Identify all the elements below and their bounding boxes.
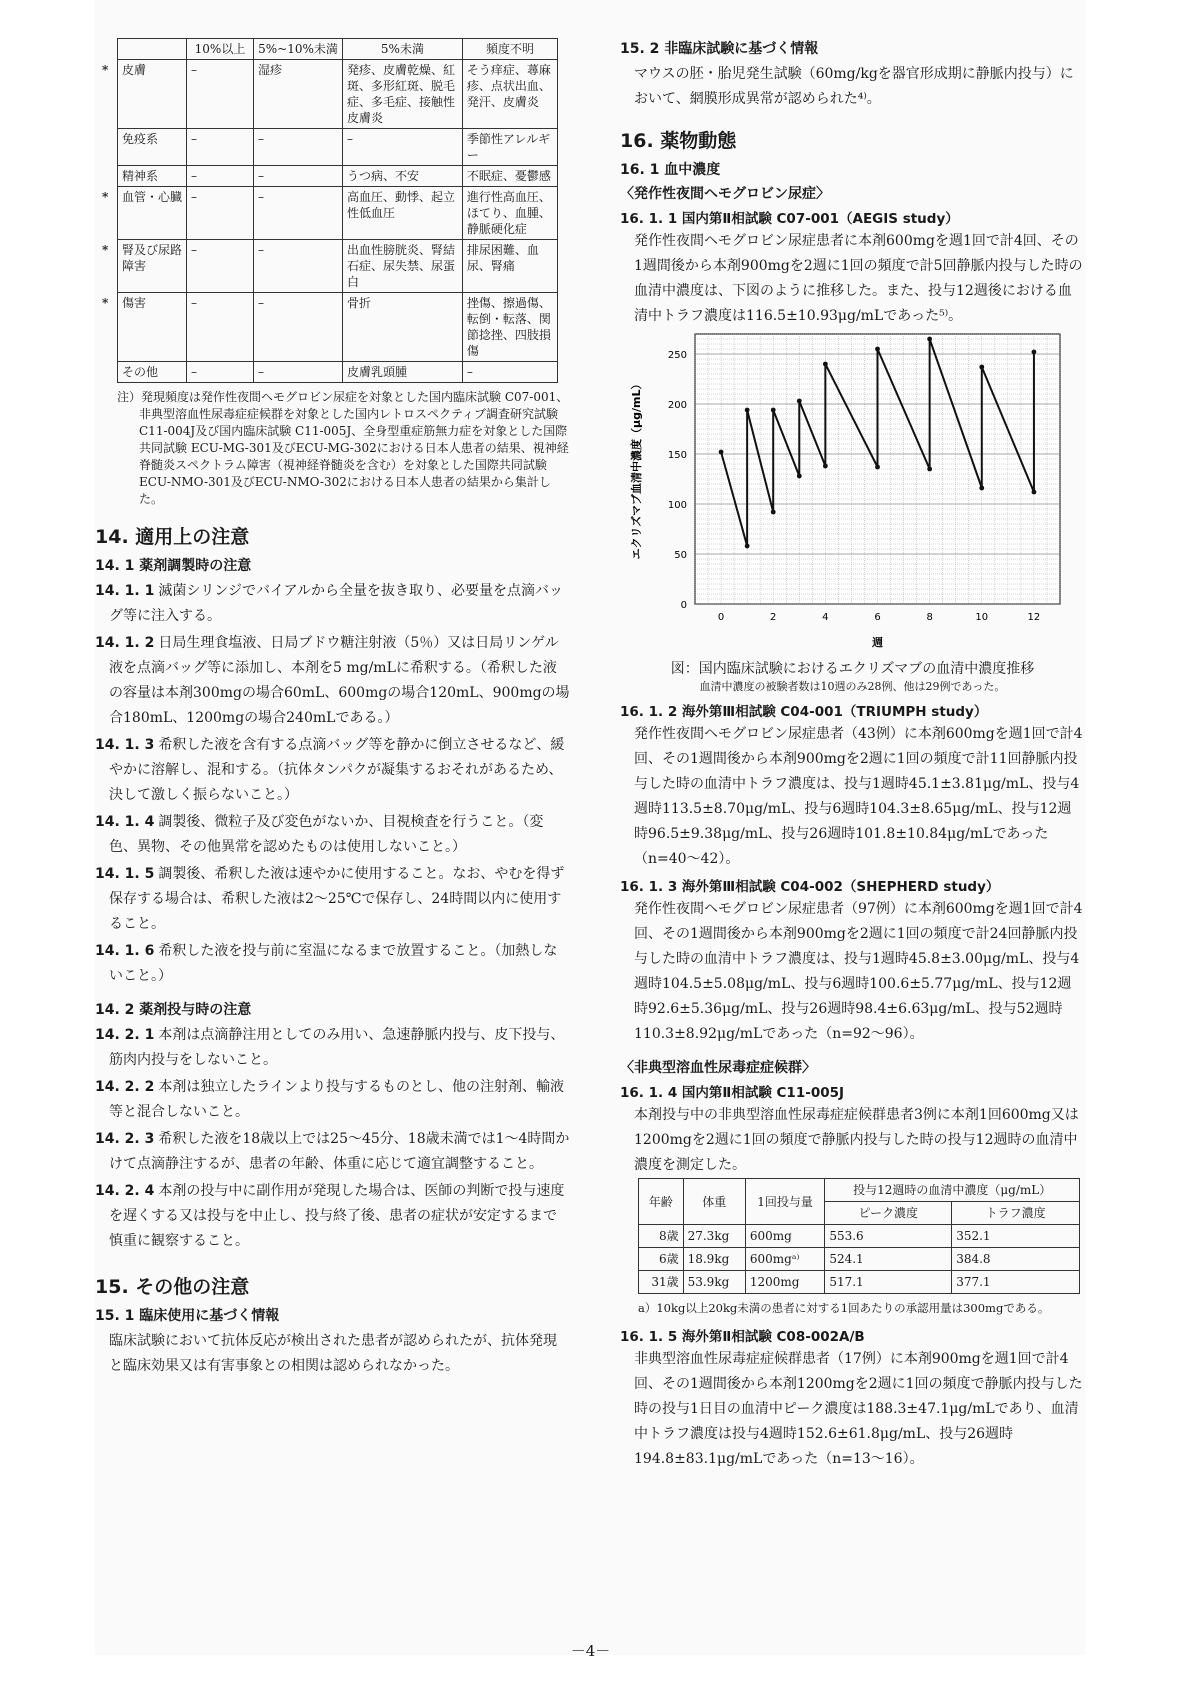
table-header-row: [118, 39, 558, 60]
x-axis-label: 週: [872, 636, 883, 649]
y-tick-label: 50: [674, 550, 687, 561]
pk-row: [639, 1271, 1080, 1294]
pk-cell-weight: 27.3kg: [683, 1225, 745, 1248]
item-text: 希釈した液を18歳以上では25～45分、18歳未満では1～4時間かけて点滴静注するが、患者の年齢、体重に応じて適宜調整すること。: [109, 1131, 570, 1172]
pk-cell-age: 31歳: [639, 1271, 684, 1294]
item-number: 14. 2. 3: [95, 1131, 155, 1147]
category-label: 皮膚: [122, 63, 147, 77]
list-item: [95, 1127, 570, 1177]
table-row: [118, 60, 558, 129]
table-header: 5%未満: [343, 39, 463, 60]
pk-cell-weight: 53.9kg: [683, 1271, 745, 1294]
data-point: [771, 510, 776, 515]
pk-table: [638, 1178, 1080, 1294]
pk-cell-dose: 600mg: [745, 1225, 824, 1248]
category-cell: [102, 293, 187, 362]
revision-mark: *: [102, 296, 109, 310]
pk-header-age: 年齢: [639, 1179, 684, 1225]
study-c11-005j-text: 本剤投与中の非典型溶血性尿毒症症候群患者3例に本剤1回600mg又は1200mgを2週に1回の頻度で静脈内投与した時の投与12週時の血清中濃度を測定した。: [634, 1107, 1079, 1173]
section-16-title: 16. 薬物動態: [620, 130, 737, 152]
item-text: 日局生理食塩液、日局ブドウ糖注射液（5％）又は日局リンゲル液を点滴バッグ等に添加し、本剤を5 mg/mLに希釈する。（希釈した液の容量は本剤300mgの場合60mL、600mgの場合120mL、900mgの場合180mL、1200mgの場合240mLである。）: [109, 635, 570, 726]
pk-cell-trough: 377.1: [952, 1271, 1080, 1294]
table-cell: –: [187, 129, 254, 166]
data-point: [745, 408, 750, 413]
page-number: －4－: [570, 1642, 611, 1660]
x-tick-label: 10: [975, 612, 989, 623]
chart-svg: [620, 329, 1085, 659]
group-ahus-label: 〈非典型溶血性尿毒症症候群〉: [620, 1060, 816, 1076]
list-item: [95, 579, 570, 629]
table-cell: 排尿困難、血尿、腎痛: [462, 240, 557, 293]
section-16-1-title: 16. 1 血中濃度: [620, 162, 721, 178]
revision-mark: *: [102, 63, 109, 77]
list-item: [95, 1023, 570, 1073]
right-column: [620, 38, 1085, 1472]
pk-cell-dose: 1200mg: [745, 1271, 824, 1294]
list-item: [95, 810, 570, 860]
list-item: [95, 1179, 570, 1254]
figure-subcaption: 血清中濃度の被験者数は10週のみ28例、他は29例であった。: [699, 680, 1006, 693]
pk-row: [639, 1225, 1080, 1248]
table-cell: –: [462, 362, 557, 383]
y-tick-label: 0: [680, 600, 687, 611]
data-point: [797, 399, 802, 404]
category-label: その他: [122, 365, 159, 379]
pk-cell-weight: 18.9kg: [683, 1248, 745, 1271]
study-c04-002-text: 発作性夜間ヘモグロビン尿症患者（97例）に本剤600mgを週1回で計4回、その1週間後から本剤900mgを2週に1回の頻度で計24回静脈内投与した時の血清中トラフ濃度は、投与1週時45.8±3.00μg/mL、投与4週時104.5±5.08μg/mL、投与6週時100.6±5.77μg/mL、投与12週時92.6±5.36μg/mL、投与26週時98.4±6.63μg/mL、投与52週時110.3±8.92μg/mLであった（n=92～96）。: [634, 901, 1083, 1042]
list-item: [95, 939, 570, 989]
category-cell: [102, 187, 187, 240]
data-point: [823, 362, 828, 367]
pk-header-weight: 体重: [683, 1179, 745, 1225]
study-c08-002-text: 非典型溶血性尿毒症症候群患者（17例）に本剤900mgを週1回で計4回、その1週間後から本剤1200mgを2週に1回の頻度で静脈内投与した時の投与1日目の血清中ピーク濃度は188.3±47.1μg/mLであり、血清中トラフ濃度は投与4週時152.6±61.8μg/mL、投与26週時194.8±83.1μg/mLであった（n=13～16）。: [634, 1351, 1083, 1467]
y-axis-label: エクリズマブ血清中濃度（μg/mL）: [630, 378, 643, 560]
table-row: [118, 362, 558, 383]
table-cell: 皮膚乳頭腫: [343, 362, 463, 383]
category-label: 傷害: [122, 296, 147, 310]
table-cell: –: [254, 362, 343, 383]
data-point: [979, 365, 984, 370]
item-number: 14. 1. 1: [95, 583, 155, 599]
item-text: 本剤は点滴静注用としてのみ用い、急速静脈内投与、皮下投与、筋肉内投与をしないこと。: [109, 1027, 565, 1068]
table-cell: –: [187, 187, 254, 240]
study-c11-005j-title: 16. 1. 4 国内第Ⅱ相試験 C11-005J: [620, 1085, 845, 1101]
table-cell: –: [187, 166, 254, 187]
item-number: 14. 1. 2: [95, 635, 155, 651]
table-note: 注）発現頻度は発作性夜間ヘモグロビン尿症を対象とした国内臨床試験 C07-001、非典型溶血性尿毒症症候群を対象とした国内レトロスペクティブ調査研究試験 C11-004J及び国内臨床試験 C11-005J、全身型重症筋無力症を対象とした国際共同試験 ECU-MG-301及びECU-MG-302における日本人患者の結果、視神経脊髄炎スペクトラム障害（視神経脊髄炎を含む）を対象とした国際共同試験 ECU-NMO-301及びECU-NMO-302における日本人患者の結果から集計した。: [117, 390, 569, 506]
table-cell: 不眠症、憂鬱感: [462, 166, 557, 187]
item-number: 14. 1. 3: [95, 737, 155, 753]
table-header: 頻度不明: [462, 39, 557, 60]
item-number: 14. 2. 4: [95, 1183, 155, 1199]
category-cell: [118, 129, 187, 166]
section-15-1-title: 15. 1 臨床使用に基づく情報: [95, 1308, 280, 1324]
section-15-2-text: マウスの胚・胎児発生試験（60mg/kgを器官形成期に静脈内投与）において、網膜形成異常が認められた⁴⁾。: [634, 66, 1074, 107]
section-15-2-title: 15. 2 非臨床試験に基づく情報: [620, 41, 819, 57]
item-number: 14. 2. 2: [95, 1079, 155, 1095]
table-cell: 湿疹: [254, 60, 343, 129]
pk-footnote: a）10kg以上20kg未満の患者に対する1回あたりの承認用量は300mgである。: [638, 1301, 1050, 1315]
section-15-title: 15. その他の注意: [95, 1276, 250, 1298]
data-point: [823, 464, 828, 469]
table-cell: –: [254, 129, 343, 166]
pk-header-trough: トラフ濃度: [952, 1202, 1080, 1225]
table-cell: –: [187, 240, 254, 293]
data-point: [1032, 490, 1037, 495]
table-cell: うつ病、不安: [343, 166, 463, 187]
data-point: [875, 465, 880, 470]
left-column: [95, 38, 570, 1379]
item-number: 14. 1. 6: [95, 943, 155, 959]
y-tick-label: 200: [667, 400, 687, 411]
study-c04-001-text: 発作性夜間ヘモグロビン尿症患者（43例）に本剤600mgを週1回で計4回、その1週間後から本剤900mgを2週に1回の頻度で計11回静脈内投与した時の血清中トラフ濃度は、投与1週時45.1±3.81μg/mL、投与4週時113.5±8.70μg/mL、投与6週時104.3±8.65μg/mL、投与12週時96.5±9.38μg/mL、投与26週時101.8±10.84μg/mLであった（n=40～42）。: [634, 726, 1083, 867]
category-label: 免疫系: [122, 132, 159, 146]
x-tick-label: 0: [717, 612, 725, 623]
study-c04-002-title: 16. 1. 3 海外第Ⅲ相試験 C04-002（SHEPHERD study）: [620, 879, 1000, 895]
table-row: [118, 187, 558, 240]
concentration-chart: [620, 329, 1085, 659]
item-text: 希釈した液を含有する点滴バッグ等を静かに倒立させるなど、緩やかに溶解し、混和する。（抗体タンパクが凝集するおそれがあるため、決して激しく振らないこと。）: [109, 737, 565, 803]
revision-mark: *: [102, 243, 109, 257]
table-cell: 発疹、皮膚乾燥、紅斑、多形紅斑、脱毛症、多毛症、接触性皮膚炎: [343, 60, 463, 129]
table-cell: –: [343, 129, 463, 166]
adverse-reaction-table: [102, 38, 558, 383]
list-item: [95, 733, 570, 808]
section-14-2-title: 14. 2 薬剤投与時の注意: [95, 1002, 252, 1018]
table-cell: 進行性高血圧、ほてり、血腫、静脈硬化症: [462, 187, 557, 240]
pk-header-dose: 1回投与量: [745, 1179, 824, 1225]
data-point: [979, 486, 984, 491]
x-tick-label: 6: [874, 612, 881, 623]
x-tick-label: 2: [770, 612, 777, 623]
table-cell: 骨折: [343, 293, 463, 362]
y-tick-label: 150: [667, 450, 687, 461]
data-point: [927, 337, 932, 342]
y-tick-label: 250: [667, 350, 687, 361]
table-cell: そう痒症、蕁麻疹、点状出血、発汗、皮膚炎: [462, 60, 557, 129]
study-c07-001-text: 発作性夜間ヘモグロビン尿症患者に本剤600mgを週1回で計4回、その1週間後から本剤900mgを2週に1回の頻度で計5回静脈内投与した時の血清中濃度は、下図のように推移した。また、投与12週後における血清中トラフ濃度は116.5±10.93μg/mLであった⁵⁾。: [634, 233, 1083, 324]
data-point: [875, 347, 880, 352]
table-cell: 出血性膀胱炎、腎結石症、尿失禁、尿蛋白: [343, 240, 463, 293]
table-row: [118, 240, 558, 293]
item-text: 本剤は独立したラインより投与するものとし、他の注射剤、輸液等と混合しないこと。: [109, 1079, 564, 1120]
pk-cell-age: 6歳: [639, 1248, 684, 1271]
table-cell: –: [254, 166, 343, 187]
category-label: 血管・心臓: [122, 190, 183, 204]
item-text: 希釈した液を投与前に室温になるまで放置すること。（加熱しないこと。）: [109, 943, 558, 984]
group-pnh-label: 〈発作性夜間ヘモグロビン尿症〉: [620, 186, 830, 202]
table-cell: –: [187, 362, 254, 383]
data-point: [719, 450, 724, 455]
data-point: [1032, 350, 1037, 355]
item-text: 調製後、希釈した液は速やかに使用すること。なお、やむを得ず保存する場合は、希釈した液は2～25℃で保存し、24時間以内に使用すること。: [109, 866, 565, 932]
pk-cell-peak: 517.1: [825, 1271, 952, 1294]
x-tick-label: 12: [1027, 612, 1041, 623]
item-text: 本剤の投与中に副作用が発現した場合は、医師の判断で投与速度を遅くする又は投与を中止し、投与終了後、患者の症状が安定するまで慎重に観察すること。: [109, 1183, 565, 1249]
pk-cell-dose: 600mgᵃ⁾: [745, 1248, 824, 1271]
pk-cell-age: 8歳: [639, 1225, 684, 1248]
x-tick-label: 8: [926, 612, 933, 623]
item-number: 14. 1. 5: [95, 866, 155, 882]
category-label: 腎及び尿路障害: [122, 243, 183, 273]
item-number: 14. 2. 1: [95, 1027, 155, 1043]
list-item: [95, 862, 570, 937]
table-cell: –: [254, 187, 343, 240]
table-cell: –: [254, 240, 343, 293]
category-cell: [102, 60, 187, 129]
x-tick-label: 4: [822, 612, 829, 623]
table-cell: 季節性アレルギー: [462, 129, 557, 166]
table-cell: 高血圧、動悸、起立性低血圧: [343, 187, 463, 240]
data-point: [745, 544, 750, 549]
study-c07-001-title: 16. 1. 1 国内第Ⅱ相試験 C07-001（AEGIS study）: [620, 211, 959, 227]
table-row: [118, 293, 558, 362]
item-text: 調製後、微粒子及び変色がないか、目視検査を行うこと。（変色、異物、その他異常を認めたものは使用しないこと。）: [109, 814, 544, 855]
pk-header-peak: ピーク濃度: [825, 1202, 952, 1225]
category-cell: [118, 166, 187, 187]
category-cell: [118, 362, 187, 383]
figure-caption: 図：国内臨床試験におけるエクリズマブの血清中濃度推移: [670, 661, 1035, 677]
category-label: 精神系: [122, 169, 159, 183]
table-header: [118, 39, 187, 60]
section-14-title: 14. 適用上の注意: [95, 526, 250, 548]
pk-cell-trough: 352.1: [952, 1225, 1080, 1248]
pk-row: [639, 1248, 1080, 1271]
list-item: [95, 1075, 570, 1125]
section-15-1-text: 臨床試験において抗体反応が検出された患者が認められたが、抗体発現と臨床効果又は有害事象との相関は認められなかった。: [109, 1333, 557, 1374]
revision-mark: *: [102, 190, 109, 204]
item-text: 滅菌シリンジでバイアルから全量を抜き取り、必要量を点滴バッグ等に注入する。: [109, 583, 564, 624]
table-header: 5%~10%未満: [254, 39, 343, 60]
table-cell: –: [187, 293, 254, 362]
study-c04-001-title: 16. 1. 2 海外第Ⅲ相試験 C04-001（TRIUMPH study）: [620, 704, 988, 720]
item-number: 14. 1. 4: [95, 814, 155, 830]
table-row: [118, 166, 558, 187]
category-cell: [102, 240, 187, 293]
study-c08-002-title: 16. 1. 5 海外第Ⅱ相試験 C08-002A/B: [620, 1329, 865, 1345]
pk-cell-trough: 384.8: [952, 1248, 1080, 1271]
data-point: [771, 408, 776, 413]
table-header: 10%以上: [187, 39, 254, 60]
data-point: [797, 474, 802, 479]
list-item: [95, 631, 570, 731]
pk-cell-peak: 553.6: [825, 1225, 952, 1248]
y-tick-label: 100: [667, 500, 687, 511]
table-cell: –: [187, 60, 254, 129]
data-point: [927, 467, 932, 472]
section-14-1-title: 14. 1 薬剤調製時の注意: [95, 558, 252, 574]
pk-cell-peak: 524.1: [825, 1248, 952, 1271]
pk-header-group: 投与12週時の血清中濃度（μg/mL）: [825, 1179, 1080, 1202]
table-cell: –: [254, 293, 343, 362]
table-row: [118, 129, 558, 166]
table-cell: 挫傷、擦過傷、転倒・転落、関節捻挫、四肢損傷: [462, 293, 557, 362]
